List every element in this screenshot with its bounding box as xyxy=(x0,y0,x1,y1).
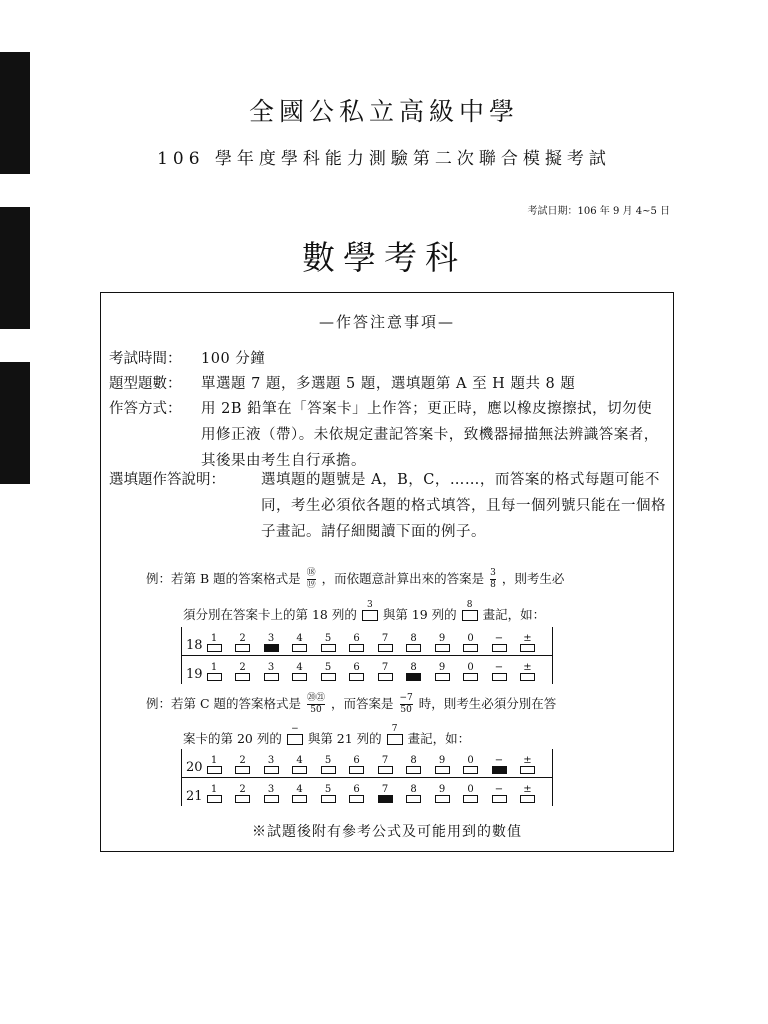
answer-grid-example-1 xyxy=(181,627,553,684)
bubble-empty xyxy=(207,673,222,681)
text: 與第 19 列的 xyxy=(382,607,457,622)
bubble-digit: 4 xyxy=(296,784,303,795)
bubble-empty xyxy=(463,644,478,652)
text: 須分別在答案卡上的第 18 列的 xyxy=(183,607,357,622)
bubble-label: − xyxy=(291,724,299,734)
bubble-digit: 8 xyxy=(410,784,417,795)
subject-title: 數學考科 xyxy=(302,238,466,277)
text: 畫記，如： xyxy=(407,731,471,746)
bubble-empty xyxy=(349,673,364,681)
format-fraction xyxy=(307,568,316,591)
bubble-digit: 9 xyxy=(438,633,446,644)
answer-bubble xyxy=(263,633,279,652)
bubble-empty xyxy=(292,766,307,774)
answer-bubble xyxy=(463,633,479,652)
bubble-digit: 2 xyxy=(239,662,246,673)
school-title: 全國公私立高級中學 xyxy=(248,97,519,126)
answer-bubble xyxy=(235,633,251,652)
answer-bubble xyxy=(263,755,279,774)
answer-bubble xyxy=(377,633,393,652)
text: ，則考生必 xyxy=(501,571,565,586)
answer-bubble xyxy=(320,662,336,681)
bubble-empty xyxy=(235,766,250,774)
answer-bubble xyxy=(292,662,308,681)
notice-box xyxy=(100,292,674,852)
bubble-digit: ± xyxy=(523,662,532,673)
answer-bubble xyxy=(434,784,450,803)
example-1-line-1 xyxy=(146,568,564,591)
bubble-digit: 7 xyxy=(381,662,389,673)
bubble-digit: 1 xyxy=(210,633,218,644)
answer-bubble xyxy=(406,662,422,681)
bubble-digit: 4 xyxy=(296,755,303,766)
bubble-empty xyxy=(492,795,507,803)
bubble-empty xyxy=(235,795,250,803)
bubble-digit: 9 xyxy=(438,784,446,795)
answer-bubble xyxy=(349,662,365,681)
exam-date: 考試日期：106 年 9 月 4~5 日 xyxy=(527,206,670,217)
answer-bubble xyxy=(320,633,336,652)
text: 與第 21 列的 xyxy=(307,731,382,746)
bubble-filled xyxy=(492,766,507,774)
bubble-digit: 8 xyxy=(410,755,417,766)
answer-bubble xyxy=(377,755,393,774)
bubble-digit: − xyxy=(494,755,504,766)
answer-bubble xyxy=(520,633,536,652)
bubble-digit: 6 xyxy=(353,662,360,673)
bubble-label: 3 xyxy=(366,600,373,610)
text: 案卡的第 20 列的 xyxy=(183,731,282,746)
answer-bubble xyxy=(434,633,450,652)
bubble-digit: 9 xyxy=(438,662,446,673)
answer-fraction xyxy=(400,693,413,716)
exam-title: 106 學年度學科能力測驗第二次聯合模擬考試 xyxy=(157,149,611,169)
bubble-empty xyxy=(321,766,336,774)
bubble-empty xyxy=(292,644,307,652)
bubble-digit: 3 xyxy=(267,784,275,795)
answer-bubble xyxy=(406,633,422,652)
bubble-filled xyxy=(264,644,279,652)
answer-bubble xyxy=(520,784,536,803)
answer-bubble xyxy=(434,662,450,681)
row-text: 單選題 7 題，多選題 5 題，選填題第 A 至 H 題共 8 題 xyxy=(201,376,576,392)
bubble-empty xyxy=(435,673,450,681)
text: 例：若第 B 題的答案格式是 xyxy=(146,571,301,586)
answer-bubble-sample xyxy=(462,600,478,621)
answer-bubble-sample xyxy=(287,724,303,745)
answer-bubble xyxy=(320,784,336,803)
answer-bubble xyxy=(377,784,393,803)
bubble-empty xyxy=(492,673,507,681)
denominator: ⑲ xyxy=(306,580,316,590)
bubble-digit: 6 xyxy=(353,755,360,766)
bubble-empty xyxy=(378,673,393,681)
answer-bubble xyxy=(491,755,507,774)
bubble-digit: 0 xyxy=(467,633,474,644)
bubble-empty xyxy=(264,673,279,681)
notice-title: —作答注意事項— xyxy=(318,313,455,331)
denominator: 8 xyxy=(490,580,496,590)
answer-bubble xyxy=(491,633,507,652)
bubble-digit: 7 xyxy=(381,784,389,795)
bubble-digit: 4 xyxy=(296,662,303,673)
bubble-empty xyxy=(406,766,421,774)
row-label: 題型題數： xyxy=(109,376,182,392)
footnote: ※試題後附有參考公式及可能用到的數值 xyxy=(252,824,522,840)
bubble-empty xyxy=(520,795,535,803)
bubble-digit: 1 xyxy=(210,662,218,673)
answer-fraction xyxy=(490,568,496,591)
bubble-filled xyxy=(406,673,421,681)
bubble-empty xyxy=(292,795,307,803)
denominator: 50 xyxy=(400,705,412,715)
answer-bubble xyxy=(406,784,422,803)
answer-bubble xyxy=(292,633,308,652)
bubble-digit: − xyxy=(494,784,504,795)
bubble-empty xyxy=(378,766,393,774)
bubble-digit: − xyxy=(494,633,504,644)
answer-bubble xyxy=(263,784,279,803)
answer-bubble xyxy=(491,784,507,803)
bubble-digit: 5 xyxy=(324,633,332,644)
bubble-empty xyxy=(463,795,478,803)
answer-bubble xyxy=(292,755,308,774)
answer-bubble xyxy=(206,755,222,774)
answer-grid-row xyxy=(182,627,552,655)
answer-bubble xyxy=(349,633,365,652)
bubble-digit: 7 xyxy=(381,755,389,766)
notice-row-method xyxy=(109,396,661,474)
numerator: 3 xyxy=(490,568,496,578)
answer-bubble xyxy=(235,755,251,774)
row-label: 選填題作答說明： xyxy=(109,472,225,488)
bubble-digit: 8 xyxy=(410,662,417,673)
row-number: 19 xyxy=(186,667,203,682)
bubble-digit: 5 xyxy=(324,755,332,766)
bubble-empty xyxy=(349,766,364,774)
bubble-empty xyxy=(378,644,393,652)
bubble-digit: 4 xyxy=(296,633,303,644)
answer-bubble xyxy=(235,784,251,803)
bubble-digit: 5 xyxy=(324,784,332,795)
bubble-empty xyxy=(207,795,222,803)
bubble-digit: 3 xyxy=(267,633,275,644)
bubble-label: 8 xyxy=(466,600,473,610)
bubble-digit: 2 xyxy=(239,755,246,766)
text: 例：若第 C 題的答案格式是 xyxy=(146,696,302,711)
answer-bubble-sample xyxy=(362,600,378,621)
bubble-digit: 0 xyxy=(467,755,474,766)
bubble-digit: 6 xyxy=(353,784,360,795)
notice-row-fill-in xyxy=(109,467,671,545)
bubble-digit: ± xyxy=(523,755,532,766)
bubble-empty xyxy=(463,673,478,681)
notice-row-count xyxy=(109,371,575,397)
answer-bubble xyxy=(463,755,479,774)
answer-bubble xyxy=(520,662,536,681)
text: 時，則考生必須分別在答 xyxy=(418,696,557,711)
answer-bubble xyxy=(206,633,222,652)
answer-bubble xyxy=(463,784,479,803)
bubble-empty xyxy=(207,766,222,774)
answer-bubble xyxy=(349,755,365,774)
numerator: −7 xyxy=(399,693,413,703)
bubble-digit: 3 xyxy=(267,662,275,673)
answer-bubble xyxy=(235,662,251,681)
bubble-empty xyxy=(207,644,222,652)
bubble-digit: ± xyxy=(523,784,532,795)
answer-bubble xyxy=(377,662,393,681)
bubble-empty xyxy=(235,673,250,681)
bubble-label: 7 xyxy=(391,724,398,734)
bubble-digit: 5 xyxy=(324,662,332,673)
answer-bubble xyxy=(292,784,308,803)
bubble-empty xyxy=(520,766,535,774)
answer-grid-row xyxy=(182,777,552,806)
answer-bubble xyxy=(434,755,450,774)
bubble-digit: 6 xyxy=(353,633,360,644)
answer-bubble xyxy=(463,662,479,681)
answer-grid-example-2 xyxy=(181,749,553,806)
bubble-empty xyxy=(520,644,535,652)
bubble-digit: − xyxy=(494,662,504,673)
numerator: ⑱ xyxy=(306,568,316,578)
example-1-line-2 xyxy=(183,600,546,623)
text: ，而依題意計算出來的答案是 xyxy=(321,571,485,586)
answer-bubble xyxy=(349,784,365,803)
bubble-digit: 2 xyxy=(239,784,246,795)
bubble-digit: 0 xyxy=(467,662,474,673)
answer-bubble xyxy=(520,755,536,774)
bubble-digit: 2 xyxy=(239,633,246,644)
answer-bubble xyxy=(206,662,222,681)
example-2-line-2 xyxy=(183,724,471,747)
bubble-empty xyxy=(406,795,421,803)
bubble-empty xyxy=(321,673,336,681)
bubble-empty xyxy=(435,644,450,652)
bubble-empty xyxy=(406,644,421,652)
row-number: 20 xyxy=(186,760,203,775)
bubble-empty xyxy=(349,644,364,652)
text: ，而答案是 xyxy=(331,696,394,711)
answer-grid-row xyxy=(182,749,552,777)
bubble-empty xyxy=(292,673,307,681)
answer-grid-row xyxy=(182,655,552,684)
bubble-empty xyxy=(435,766,450,774)
row-text: 用 2B 鉛筆在「答案卡」上作答；更正時，應以橡皮擦擦拭，切勿使用修正液（帶）。未依規定畫記答案卡，致機器掃描無法辨識答案者，其後果由考生自行承擔。 xyxy=(201,401,659,469)
answer-bubble-sample xyxy=(387,724,403,745)
bubble-digit: 3 xyxy=(267,755,275,766)
bubble-empty xyxy=(435,795,450,803)
text: 畫記，如： xyxy=(482,607,546,622)
answer-bubble xyxy=(320,755,336,774)
bubble-digit: 1 xyxy=(210,784,218,795)
notice-row-time xyxy=(109,346,265,372)
denominator: 50 xyxy=(310,705,322,715)
bubble-empty xyxy=(349,795,364,803)
bubble-digit: 1 xyxy=(210,755,218,766)
bubble-digit: 0 xyxy=(467,784,474,795)
numerator: ⑳㉑ xyxy=(307,693,326,703)
row-number: 18 xyxy=(186,638,203,653)
example-2-line-1 xyxy=(146,693,556,716)
bubble-empty xyxy=(463,766,478,774)
bubble-digit: 9 xyxy=(438,755,446,766)
bubble-empty xyxy=(264,766,279,774)
bubble-empty xyxy=(264,795,279,803)
answer-bubble xyxy=(406,755,422,774)
bubble-empty xyxy=(520,673,535,681)
bubble-empty xyxy=(235,644,250,652)
row-text: 選填題的題號是 A，B，C，……，而答案的格式每題可能不同，考生必須依各題的格式填答，且每一個列號只能在一個格子畫記。請仔細閱讀下面的例子。 xyxy=(261,472,666,540)
row-number: 21 xyxy=(186,789,203,804)
row-label: 考試時間： xyxy=(109,351,182,367)
bubble-filled xyxy=(378,795,393,803)
bubble-digit: 7 xyxy=(381,633,389,644)
format-fraction xyxy=(307,693,325,716)
bubble-empty xyxy=(321,795,336,803)
bubble-digit: 8 xyxy=(410,633,417,644)
bubble-digit: ± xyxy=(523,633,532,644)
page-edge-tab-3 xyxy=(0,362,30,484)
bubble-empty xyxy=(492,644,507,652)
answer-bubble xyxy=(263,662,279,681)
answer-bubble xyxy=(206,784,222,803)
row-text: 100 分鐘 xyxy=(201,351,266,367)
row-label: 作答方式： xyxy=(109,401,182,417)
answer-bubble xyxy=(491,662,507,681)
bubble-empty xyxy=(321,644,336,652)
